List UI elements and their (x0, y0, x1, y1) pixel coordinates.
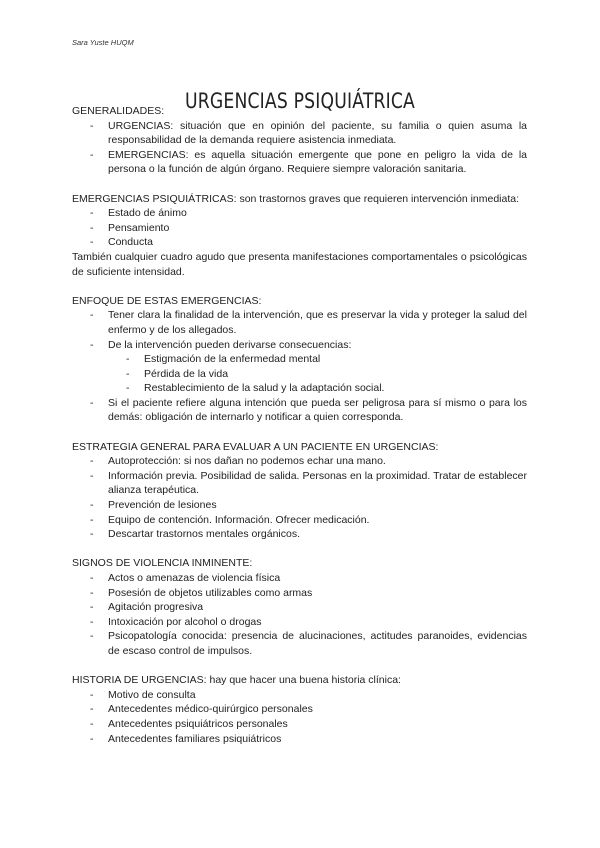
list-item: - Si el paciente refiere alguna intención que pueda ser peligrosa para sí mismo o para los demás: obligación de internarlo y notificar a quien corresponda. (72, 396, 527, 425)
list-item: - Antecedentes médico-quirúrgico personales (72, 702, 527, 717)
list-item: - Posesión de objetos utilizables como armas (72, 586, 527, 601)
list-item: - Motivo de consulta (72, 688, 527, 703)
list-estrategia (72, 454, 527, 542)
sub-list-item: - Pérdida de la vida (72, 367, 527, 382)
list-enfoque (72, 308, 527, 352)
sublist-consecuencias (72, 352, 527, 396)
list-item: - Pensamiento (72, 221, 527, 236)
list-item: - De la intervención pueden derivarse consecuencias: (72, 338, 527, 353)
sub-list-item: - Restablecimiento de la salud y la adaptación social. (72, 381, 527, 396)
list-emergencias (72, 206, 527, 250)
list-item: - Autoprotección: si nos dañan no podemos echar una mano. (72, 454, 527, 469)
list-historia (72, 688, 527, 746)
page-title: URGENCIAS PSIQUIÁTRICA (184, 89, 416, 114)
list-item: - Antecedentes familiares psiquiátricos (72, 732, 527, 747)
list-generalidades (72, 119, 527, 177)
list-enfoque-cont (72, 396, 527, 425)
section-heading-estrategia: ESTRATEGIA GENERAL PARA EVALUAR A UN PACIENTE EN URGENCIAS: (72, 440, 439, 453)
section-heading-emergencias: EMERGENCIAS PSIQUIÁTRICAS: son trastornos graves que requieren intervención inmediata: (72, 192, 520, 205)
list-item: - Agitación progresiva (72, 600, 527, 615)
author-header: Sara Yuste HUQM (72, 38, 134, 47)
list-item: - Estado de ánimo (72, 206, 527, 221)
list-item: - Prevención de lesiones (72, 498, 527, 513)
document-body (72, 104, 527, 746)
sub-list-item: - Estigmación de la enfermedad mental (72, 352, 527, 367)
list-item: - Información previa. Posibilidad de salida. Personas en la proximidad. Tratar de establecer alianza terapéutica. (72, 469, 527, 498)
list-signos (72, 571, 527, 659)
list-item: - Equipo de contención. Información. Ofrecer medicación. (72, 513, 527, 528)
list-item: - Psicopatología conocida: presencia de alucinaciones, actitudes paranoides, evidencias de escaso control de impulsos. (72, 629, 527, 658)
list-item: - Intoxicación por alcohol o drogas (72, 615, 527, 630)
list-item: - EMERGENCIAS: es aquella situación emergente que pone en peligro la vida de la persona o la función de algún órgano. Requiere siempre valoración sanitaria. (72, 148, 527, 177)
list-item: - Actos o amenazas de violencia física (72, 571, 527, 586)
list-item: - Descartar trastornos mentales orgánicos. (72, 527, 527, 542)
section-heading-signos: SIGNOS DE VIOLENCIA INMINENTE: (72, 557, 253, 570)
list-item: - URGENCIAS: situación que en opinión del paciente, su familia o quien asuma la responsabilidad de la demanda requiere asistencia inmediata. (72, 119, 527, 148)
list-item: - Tener clara la finalidad de la intervención, que es preservar la vida y proteger la salud del enfermo y de los allegados. (72, 308, 527, 337)
section-heading-historia: HISTORIA DE URGENCIAS: hay que hacer una buena historia clínica: (72, 674, 401, 687)
emergencias-note: También cualquier cuadro agudo que presenta manifestaciones comportamentales o psicológicas de suficiente intensidad. (72, 250, 527, 278)
list-item: - Conducta (72, 235, 527, 250)
section-heading-enfoque: ENFOQUE DE ESTAS EMERGENCIAS: (72, 294, 262, 307)
list-item: - Antecedentes psiquiátricos personales (72, 717, 527, 732)
section-heading-generalidades: GENERALIDADES: (72, 105, 165, 117)
